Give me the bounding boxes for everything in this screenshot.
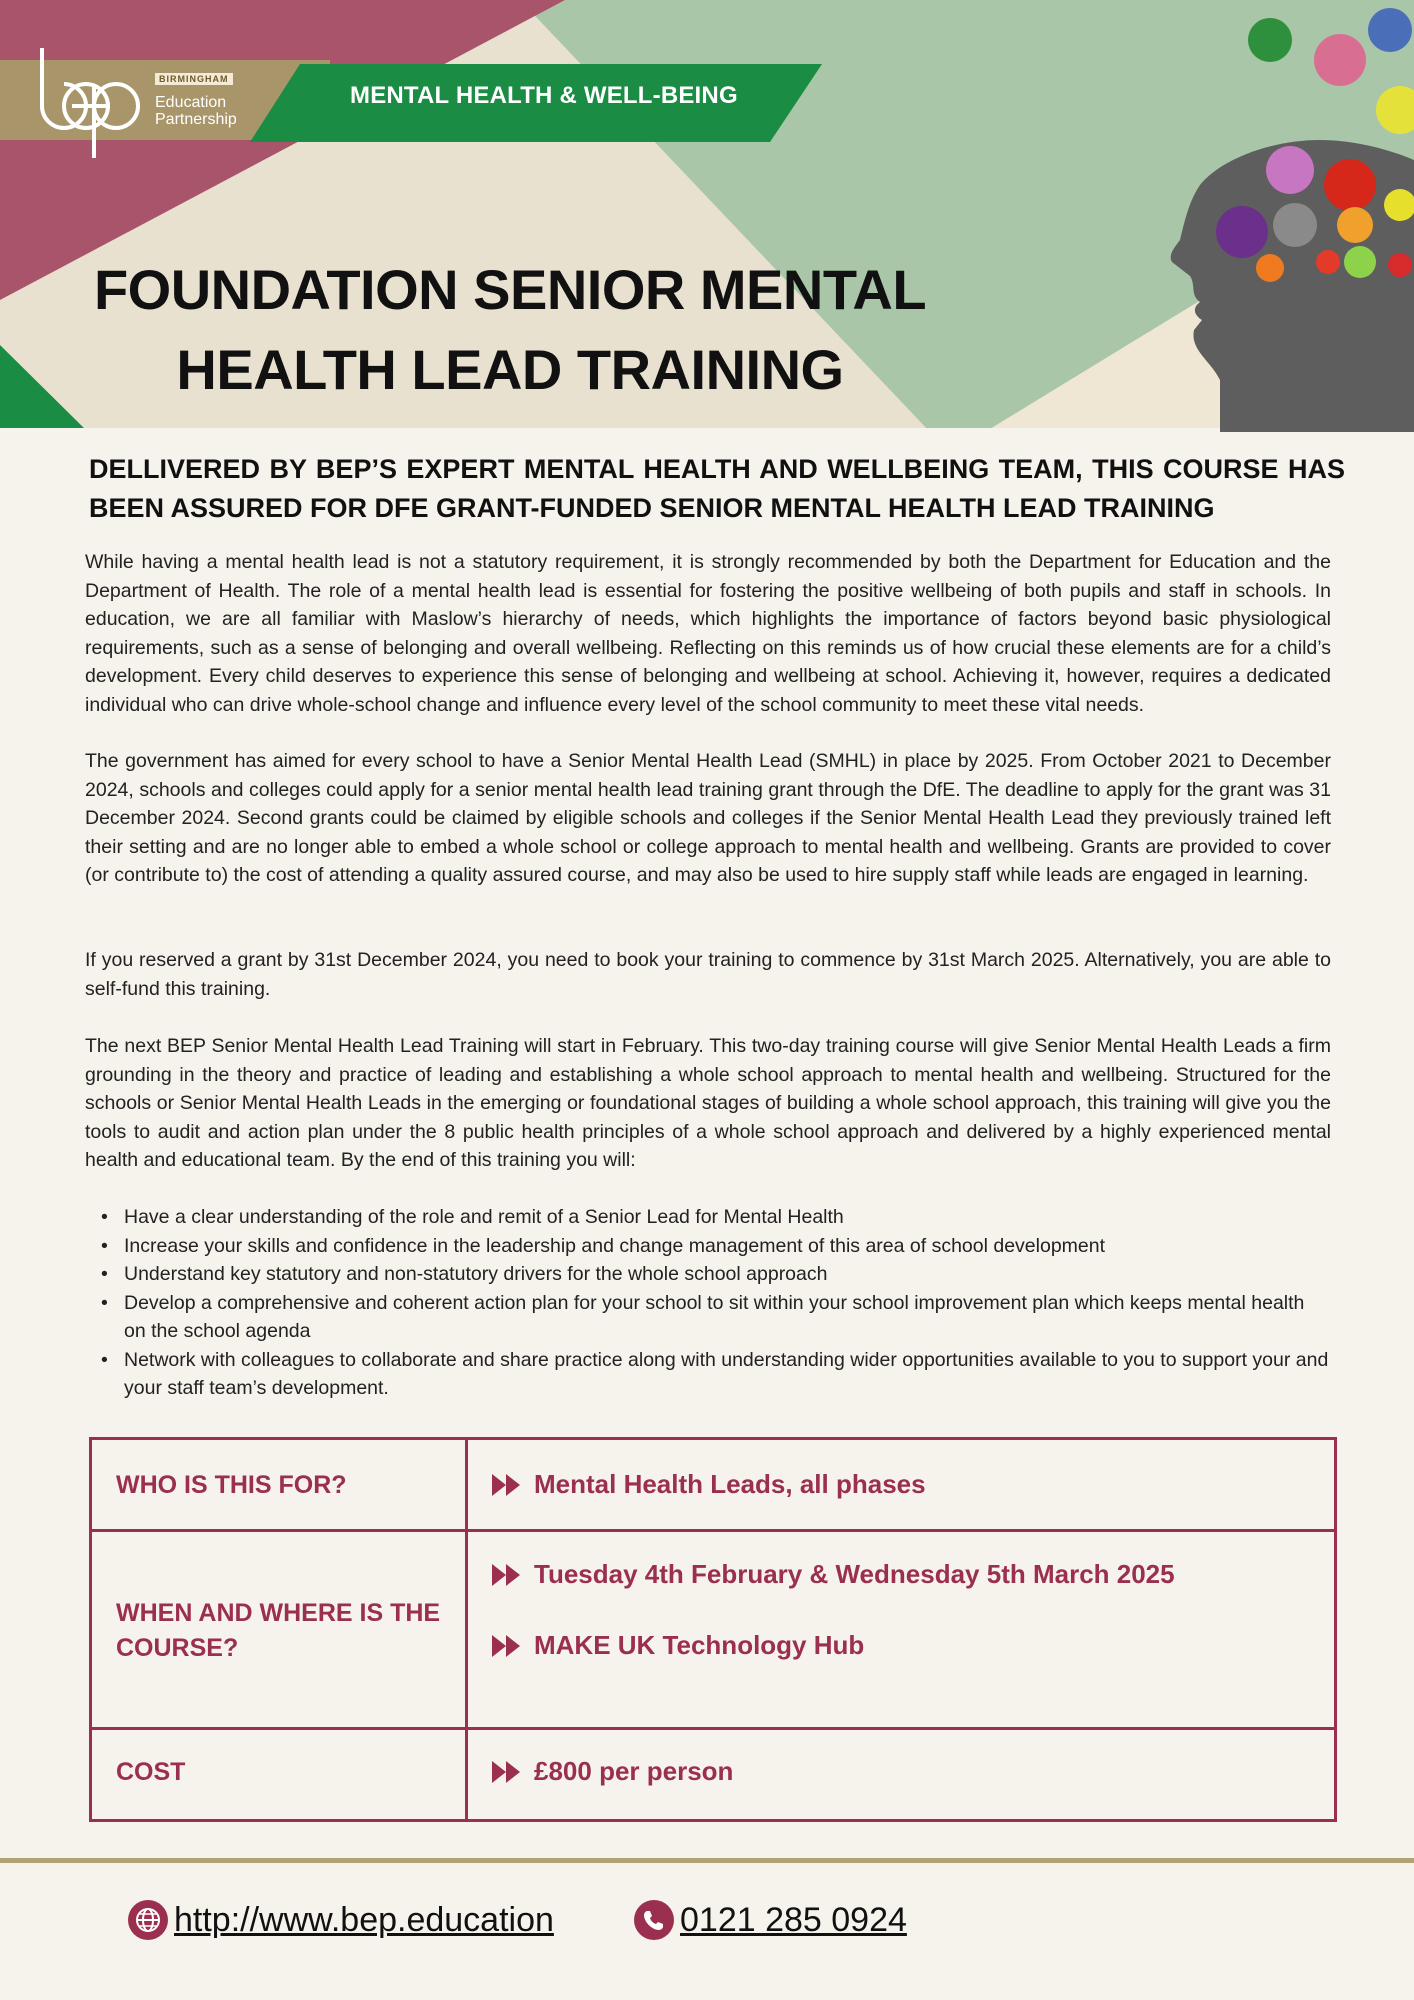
double-arrow-icon: [492, 1562, 526, 1588]
category-banner: MENTAL HEALTH & WELL-BEING: [350, 82, 738, 109]
page-title: FOUNDATION SENIOR MENTAL HEALTH LEAD TRAINING: [93, 258, 927, 401]
paragraph-intro: While having a mental health lead is not a statutory requirement, it is strongly recommended by both the Department for Education and the Department of Health. The role of a mental health lead is essential for fostering the positive wellbeing of both pupils and staff in schools. In education, we are all familiar with Maslow’s hierarchy of needs, which highlights the importance of factors beyond basic physiological requirements, such as a sense of belonging and overall wellbeing. Reflecting on this reminds us of how crucial these elements are for a child’s development. Every child deserves to experience this sense of belonging and wellbeing at school. Achieving it, however, requires a dedicated individual who can drive whole-school change and influence every level of the school community to meet these vital needs.: [85, 551, 1331, 716]
double-arrow-icon: [492, 1472, 526, 1498]
double-arrow-icon: [492, 1633, 526, 1659]
table-row-cost: [92, 1730, 1334, 1819]
list-item: • Have a clear understanding of the role and remit of a Senior Lead for Mental Health: [97, 1203, 1331, 1232]
bep-logo[interactable]: [24, 48, 254, 163]
list-item: • Increase your skills and confidence in the leadership and change management of this area of school development: [97, 1232, 1331, 1261]
phone-link[interactable]: [634, 1900, 907, 1940]
audience-value: Mental Health Leads, all phases: [492, 1469, 926, 1500]
list-item: • Network with colleagues to collaborate and share practice along with understanding wider opportunities available to you to support your and your staff team’s development.: [97, 1346, 1331, 1403]
cost-value: £800 per person: [492, 1756, 733, 1787]
paragraph-grant: If you reserved a grant by 31st December 2024, you need to book your training to commence by 31st March 2025. Alternatively, you are able to self-fund this training.: [85, 949, 1331, 1000]
logo-name: Education Partnership: [155, 94, 237, 128]
website-link[interactable]: [128, 1900, 554, 1940]
website-url[interactable]: http://www.bep.education: [174, 1900, 554, 1939]
when-where-label: WHEN AND WHERE IS THE COURSE?: [116, 1599, 441, 1662]
cost-label: COST: [116, 1758, 186, 1786]
globe-icon: [128, 1900, 168, 1940]
phone-number[interactable]: 0121 285 0924: [680, 1900, 907, 1939]
list-item: • Develop a comprehensive and coherent action plan for your school to sit within your school improvement plan which keeps mental health on the school agenda: [97, 1289, 1331, 1346]
logo-tag: BIRMINGHAM: [155, 73, 233, 85]
footer-divider: [0, 1858, 1414, 1863]
table-row-audience: [92, 1440, 1334, 1532]
phone-icon: [634, 1900, 674, 1940]
head-silhouette-image: [1150, 0, 1414, 432]
table-row-when-where: [92, 1532, 1334, 1730]
bep-logo-mark: [24, 48, 154, 163]
subheading: DELLIVERED BY BEP’S EXPERT MENTAL HEALTH AND WELLBEING TEAM, THIS COURSE HAS BEEN ASSURED FOR DFE GRANT-FUNDED SENIOR MENTAL HEALTH LEAD TRAINING: [89, 454, 1345, 523]
double-arrow-icon: [492, 1759, 526, 1785]
header-banner: [0, 0, 1414, 432]
learning-outcomes-list: [97, 1203, 1331, 1403]
paragraph-government: The government has aimed for every school to have a Senior Mental Health Lead (SMHL) in place by 2025. From October 2021 to December 2024, schools and colleges could apply for a senior mental health lead training grant through the DfE. The deadline to apply for the grant was 31 December 2024. Second grants could be claimed by eligible schools and colleges if the Senior Mental Health Lead they previously trained left their setting and are no longer able to embed a whole school or college approach to mental health and wellbeing. Grants are provided to cover (or contribute to) the cost of attending a quality assured course, and may also be used to hire supply staff while leads are engaged in learning.: [85, 750, 1331, 886]
paragraph-course: The next BEP Senior Mental Health Lead Training will start in February. This two-day training course will give Senior Mental Health Leads a firm grounding in the theory and practice of leading and establishing a whole school approach to mental health and wellbeing. Structured for the schools or Senior Mental Health Leads in the emerging or foundational stages of building a whole school approach, this training will give you the tools to audit and action plan under the 8 public health principles of a whole school approach and delivered by a highly experienced mental health and educational team. By the end of this training you will:: [85, 1035, 1331, 1171]
course-venue-value: MAKE UK Technology Hub: [492, 1630, 864, 1661]
list-item: • Understand key statutory and non-statutory drivers for the whole school approach: [97, 1260, 1331, 1289]
audience-label: WHO IS THIS FOR?: [116, 1471, 347, 1499]
course-dates-value: Tuesday 4th February & Wednesday 5th March 2025: [492, 1559, 1175, 1590]
course-info-table: [89, 1437, 1337, 1822]
